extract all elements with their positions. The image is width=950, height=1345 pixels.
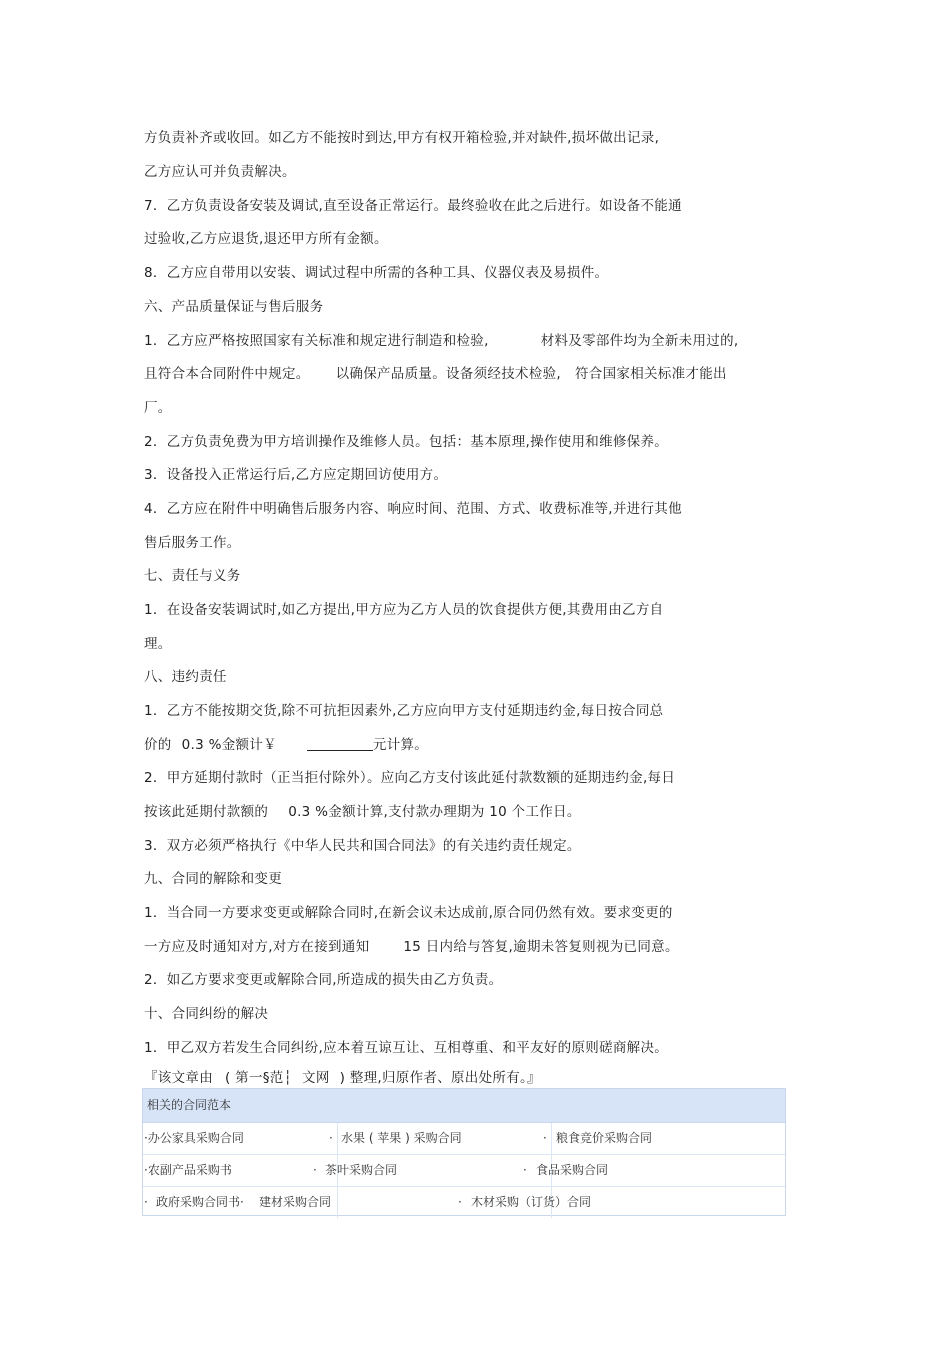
paragraph-line: 2．甲方延期付款时（正当拒付除外）。应向乙方支付该此延付款数额的延期违约金,每日 — [144, 770, 676, 786]
paragraph-line: 3．设备投入正常运行后,乙方应定期回访使用方。 — [144, 467, 448, 483]
paragraph-line: 1．当合同一方要求变更或解除合同时,在新会议未达成前,原合同仍然有效。要求变更的 — [144, 905, 673, 921]
table-row — [143, 1155, 785, 1187]
bullet: · — [313, 1163, 317, 1177]
bullet: · — [458, 1195, 462, 1209]
table-row — [143, 1187, 785, 1218]
paragraph-line: 过验收,乙方应退货,退还甲方所有金额。 — [144, 231, 388, 247]
paragraph-line: 且符合本合同附件中规定。 以确保产品质量。设备须经技术检验, 符合国家相关标准才能出 — [144, 366, 727, 382]
related-link[interactable]: 粮食竞价采购合同 — [556, 1131, 653, 1145]
paragraph-line: 售后服务工作。 — [144, 535, 241, 551]
paragraph-line: 1．乙方不能按期交货,除不可抗拒因素外,乙方应向甲方支付延期违约金,每日按合同总 — [144, 703, 664, 719]
section-heading: 十、合同纠纷的解决 — [144, 1006, 269, 1022]
related-contracts-table — [142, 1088, 786, 1216]
section-heading: 八、违约责任 — [144, 669, 227, 685]
paragraph-line: 2．如乙方要求变更或解除合同,所造成的损失由乙方负责。 — [144, 972, 503, 988]
paragraph-line: 厂。 — [144, 400, 172, 416]
paragraph-line: 价的 0.3 %金额计￥ 元计算。 — [144, 737, 429, 753]
section-heading: 六、产品质量保证与售后服务 — [144, 299, 324, 315]
paragraph-line: 1．乙方应严格按照国家有关标准和规定进行制造和检验, 材料及零部件均为全新未用过的, — [144, 333, 739, 349]
related-link[interactable]: 木材采购（订货）合同 — [471, 1195, 592, 1209]
paragraph-line: 1．甲乙双方若发生合同纠纷,应本着互谅互让、互相尊重、和平友好的原则磋商解决。 — [144, 1040, 669, 1056]
paragraph-line: 3．双方必须严格执行《中华人民共和国合同法》的有关违约责任规定。 — [144, 838, 581, 854]
related-link[interactable]: 建材采购合同 — [259, 1195, 332, 1209]
related-link[interactable]: 水果 ( 苹果 ) 采购合同 — [341, 1131, 462, 1145]
source-note: 『该文章由 ( 第一§范┆ 文网 ) 整理,归原作者、原出处所有。』 — [144, 1070, 541, 1086]
related-link[interactable]: 食品采购合同 — [536, 1163, 609, 1177]
paragraph-line: 方负责补齐或收回。如乙方不能按时到达,甲方有权开箱检验,并对缺件,损坏做出记录, — [144, 130, 660, 146]
table-row — [143, 1123, 785, 1155]
section-heading: 九、合同的解除和变更 — [144, 871, 282, 887]
related-link[interactable]: ·办公家具采购合同 — [144, 1131, 244, 1145]
bullet: · — [144, 1195, 148, 1209]
paragraph-line: 乙方应认可并负责解决。 — [144, 164, 296, 180]
paragraph-line: 理。 — [144, 636, 172, 652]
paragraph-line: 8．乙方应自带用以安装、调试过程中所需的各种工具、仪器仪表及易损件。 — [144, 265, 609, 281]
paragraph-line: 一方应及时通知对方,对方在接到通知 15 日内给与答复,逾期未答复则视为已同意。 — [144, 939, 679, 955]
bullet: · — [523, 1163, 527, 1177]
amount-blank — [307, 736, 373, 751]
section-heading: 七、责任与义务 — [144, 568, 241, 584]
bullet: · — [329, 1131, 333, 1145]
paragraph-line: 1．在设备安装调试时,如乙方提出,甲方应为乙方人员的饮食提供方便,其费用由乙方自 — [144, 602, 664, 618]
paragraph-line: 按该此延期付款额的 0.3 %金额计算,支付款办理期为 10 个工作日。 — [144, 804, 581, 820]
related-link[interactable]: ·农副产品采购书 — [144, 1163, 232, 1177]
paragraph-line: 4．乙方应在附件中明确售后服务内容、响应时间、范围、方式、收费标准等,并进行其他 — [144, 501, 682, 517]
paragraph-line: 2．乙方负责免费为甲方培训操作及维修人员。包括：基本原理,操作使用和维修保养。 — [144, 434, 669, 450]
related-link[interactable]: 政府采购合同书· — [156, 1195, 244, 1209]
paragraph-line: 7．乙方负责设备安装及调试,直至设备正常运行。最终验收在此之后进行。如设备不能通 — [144, 198, 682, 214]
related-link[interactable]: 茶叶采购合同 — [325, 1163, 398, 1177]
bullet: · — [543, 1131, 547, 1145]
related-contracts-title: 相关的合同范本 — [143, 1089, 785, 1123]
